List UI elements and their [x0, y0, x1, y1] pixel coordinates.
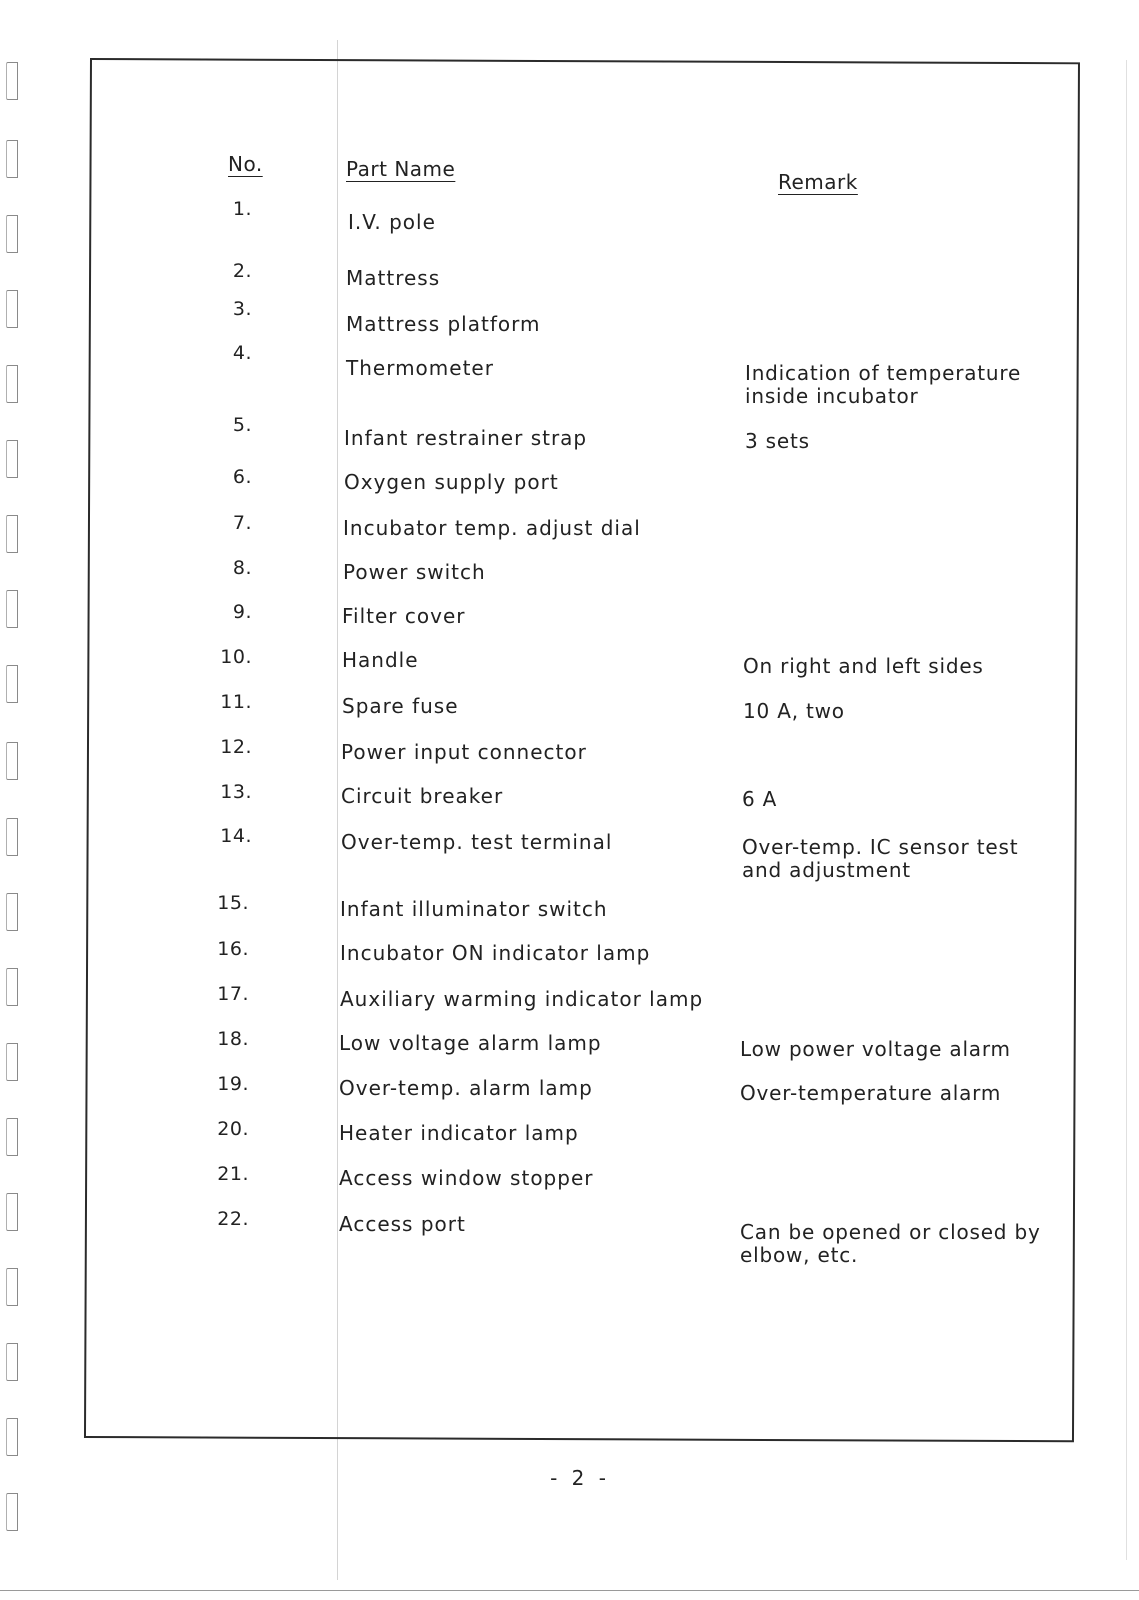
part-number: 7. — [232, 512, 252, 534]
part-number: 11. — [220, 691, 252, 713]
part-name: I.V. pole — [348, 210, 436, 234]
part-number: 12. — [220, 736, 252, 758]
part-number: 16. — [217, 938, 249, 960]
part-number: 20. — [217, 1118, 249, 1140]
part-name: Mattress platform — [346, 312, 541, 336]
header-no: No. — [228, 152, 263, 176]
part-name: Low voltage alarm lamp — [339, 1031, 602, 1055]
binder-hole-mark — [6, 1268, 18, 1306]
binder-hole-mark — [6, 1193, 18, 1231]
part-remark: Over-temp. IC sensor test and adjustment — [742, 835, 1019, 882]
part-name: Infant restrainer strap — [344, 426, 588, 450]
part-remark: 10 A, two — [743, 699, 845, 723]
part-remark: 3 sets — [745, 429, 810, 453]
part-number: 13. — [220, 781, 252, 803]
part-name: Spare fuse — [342, 694, 459, 718]
part-name: Over-temp. alarm lamp — [339, 1076, 593, 1100]
part-number: 5. — [232, 414, 252, 436]
part-number: 2. — [232, 260, 252, 282]
part-name: Mattress — [346, 266, 441, 290]
part-name: Thermometer — [346, 356, 494, 380]
part-name: Power switch — [343, 560, 486, 584]
part-name: Oxygen supply port — [344, 470, 559, 494]
part-name: Circuit breaker — [341, 784, 504, 808]
binder-hole-mark — [6, 590, 18, 628]
part-number: 4. — [232, 342, 252, 364]
part-name: Access window stopper — [339, 1166, 594, 1190]
binder-hole-mark — [6, 215, 18, 253]
part-name: Incubator ON indicator lamp — [340, 941, 651, 965]
part-name: Over-temp. test terminal — [341, 830, 613, 854]
binder-hole-mark — [6, 893, 18, 931]
binder-hole-mark — [6, 1493, 18, 1531]
header-remark: Remark — [778, 170, 858, 194]
binder-hole-mark — [6, 665, 18, 703]
part-remark: Indication of temperature inside incubator — [745, 361, 1022, 408]
binder-hole-mark — [6, 515, 18, 553]
page-edge-line — [1126, 60, 1127, 1560]
binder-hole-mark — [6, 742, 18, 780]
header-part-name: Part Name — [346, 157, 456, 181]
part-name: Power input connector — [341, 740, 587, 764]
part-name: Incubator temp. adjust dial — [343, 516, 641, 540]
part-number: 22. — [217, 1208, 249, 1230]
part-remark: Can be opened or closed by elbow, etc. — [740, 1220, 1041, 1267]
part-remark: Low power voltage alarm — [740, 1037, 1011, 1061]
part-number: 10. — [220, 646, 252, 668]
binder-hole-mark — [6, 1343, 18, 1381]
part-number: 17. — [217, 983, 249, 1005]
binder-hole-mark — [6, 365, 18, 403]
part-number: 15. — [217, 892, 249, 914]
part-name: Access port — [339, 1212, 466, 1236]
part-number: 8. — [232, 557, 252, 579]
binder-hole-mark — [6, 62, 18, 100]
binder-hole-mark — [6, 818, 18, 856]
binder-hole-mark — [6, 290, 18, 328]
part-remark: Over-temperature alarm — [740, 1081, 1002, 1105]
part-number: 18. — [217, 1028, 249, 1050]
part-number: 14. — [220, 825, 252, 847]
part-number: 3. — [232, 298, 252, 320]
bottom-edge-line — [0, 1590, 1139, 1591]
part-number: 21. — [217, 1163, 249, 1185]
part-name: Handle — [342, 648, 419, 672]
binder-hole-mark — [6, 968, 18, 1006]
page-number: - 2 - — [550, 1466, 610, 1490]
binder-hole-mark — [6, 1043, 18, 1081]
part-name: Auxiliary warming indicator lamp — [340, 987, 704, 1011]
binder-hole-mark — [6, 1418, 18, 1456]
part-name: Filter cover — [342, 604, 466, 628]
part-number: 6. — [232, 466, 252, 488]
part-number: 19. — [217, 1073, 249, 1095]
part-number: 9. — [232, 601, 252, 623]
part-remark: 6 A — [742, 787, 778, 811]
binder-hole-mark — [6, 140, 18, 178]
binder-hole-mark — [6, 440, 18, 478]
part-number: 1. — [232, 198, 252, 220]
part-name: Heater indicator lamp — [339, 1121, 579, 1145]
binder-hole-mark — [6, 1118, 18, 1156]
part-name: Infant illuminator switch — [340, 897, 608, 921]
part-remark: On right and left sides — [743, 654, 984, 678]
